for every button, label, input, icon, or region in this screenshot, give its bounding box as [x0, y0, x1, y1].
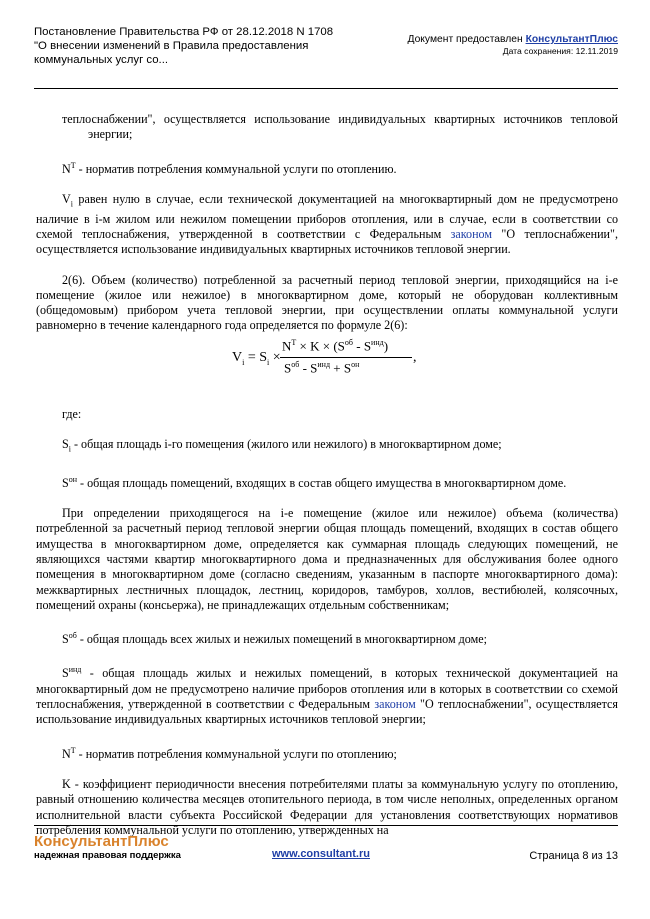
formula-lhs: $V_i = S_i$ ×	[232, 350, 281, 367]
page-counter: Страница 8 из 13	[529, 850, 618, 862]
paragraph: где:	[62, 406, 82, 421]
paragraph: При определении приходящегося на i-е помещение (жилое или нежилое) объема (количества) потребленной за расчетный период тепловой энергии общая площадь помещений, входящих в состав общего имущества в многоквартирном доме, определяется как суммарная площадь следующих помещений, не являющихся частями квартир многоквартирного дома и предназначенных для обслуживания более одного помещения в многоквартирном доме (согласно сведениям, указанным в паспорте многоквартирного дома): межквартирных лестничных площадок, лестниц, коридоров, тамбуров, холлов, вестибюлей, колясочных, помещений охраны (консьержа), не принадлежащих отдельным собственникам;	[36, 506, 618, 612]
paragraph: K - коэффициент периодичности внесения потребителями платы за коммунальную услугу по отоплению, равный отношению количества месяцев отопительного периода, в том числе неполных, определенных органом исполнительной власти субъекта Российской Федерации для установления соответствующих нормативов потребления коммунальной услуги по отоплению, утвержденных на	[36, 776, 618, 837]
paragraph: $S^{об}$ - общая площадь всех жилых и нежилых помещений в многоквартирном доме;	[62, 631, 488, 647]
brand-logo: КонсультантПлюс	[34, 833, 169, 850]
paragraph: $S^{он}$ - общая площадь помещений, входящих в состав общего имущества в многоквартирном доме.	[62, 474, 567, 490]
paragraph: теплоснабжении", осуществляется использование индивидуальных квартирных источников тепловой энергии;	[62, 112, 618, 142]
formula-comma: ,	[413, 350, 417, 365]
brand-tagline: надежная правовая поддержка	[34, 850, 181, 861]
footer-brand	[34, 833, 181, 862]
law-link[interactable]: законом	[450, 226, 493, 241]
law-link[interactable]: законом	[374, 697, 416, 712]
doc-title-line2: "О внесении изменений в Правила предоставления	[34, 40, 309, 52]
formula-denominator: $S^{об} - S^{инд} + S^{он}$	[284, 360, 360, 376]
provided-by-label: Документ предоставлен	[407, 34, 526, 45]
fraction-bar	[280, 357, 412, 358]
paragraph: $S_i$ - общая площадь i-го помещения (жилого или нежилого) в многоквартирном доме;	[62, 437, 502, 454]
brand-link[interactable]: КонсультантПлюс	[525, 34, 618, 45]
paragraph: 2(6). Объем (количество) потребленной за расчетный период тепловой энергии, приходящийся на i-е помещение (жилое или нежилое) в многоквартирном доме, который не оборудован коллективным (общедомовым) прибором учета тепловой энергии, при осуществлении оплаты коммунальной услуги равномерно в течение календарного года определяется по формуле 2(6):	[36, 272, 618, 333]
doc-title-line1: Постановление Правительства РФ от 28.12.2018 N 1708	[34, 26, 334, 38]
paragraph: $S^{инд}$ - общая площадь жилых и нежилых помещений, в которых технической документацией на многоквартирный дом не предусмотрено наличие приборов отопления или в которых в соответствии со схемой теплоснабжения, утвержденной в соответствии с Федеральным законом "О теплоснабжении", осуществляется использование индивидуальных квартирных источников тепловой энергии;	[36, 665, 618, 727]
footer-divider	[34, 825, 618, 826]
document-body	[36, 112, 618, 838]
site-link[interactable]: www.consultant.ru	[272, 848, 370, 860]
provider-info	[407, 33, 618, 57]
formula-2-6	[232, 338, 422, 382]
save-date: Дата сохранения: 12.11.2019	[502, 46, 618, 56]
paragraph: $N^T$ - норматив потребления коммунальной услуги по отоплению;	[62, 745, 397, 761]
doc-title-line3: коммунальных услуг со...	[34, 54, 169, 66]
paragraph: $N^T$ - норматив потребления коммунальной услуги по отоплению.	[62, 160, 397, 176]
header-divider	[34, 88, 618, 89]
paragraph: $V_i$ равен нулю в случае, если технической документацией на многоквартирный дом не предусмотрено наличие в i-м жилом или нежилом помещении приборов отопления, или в случае, если в соответствии со схемой теплоснабжения, утвержденной в соответствии с Федеральным законом "О теплоснабжении", осуществляется использование индивидуальных квартирных источников тепловой энергии.	[36, 191, 618, 257]
formula-numerator: $N^T \times K \times (S^{об} - S^{инд})$	[282, 338, 389, 354]
document-title	[34, 25, 364, 67]
